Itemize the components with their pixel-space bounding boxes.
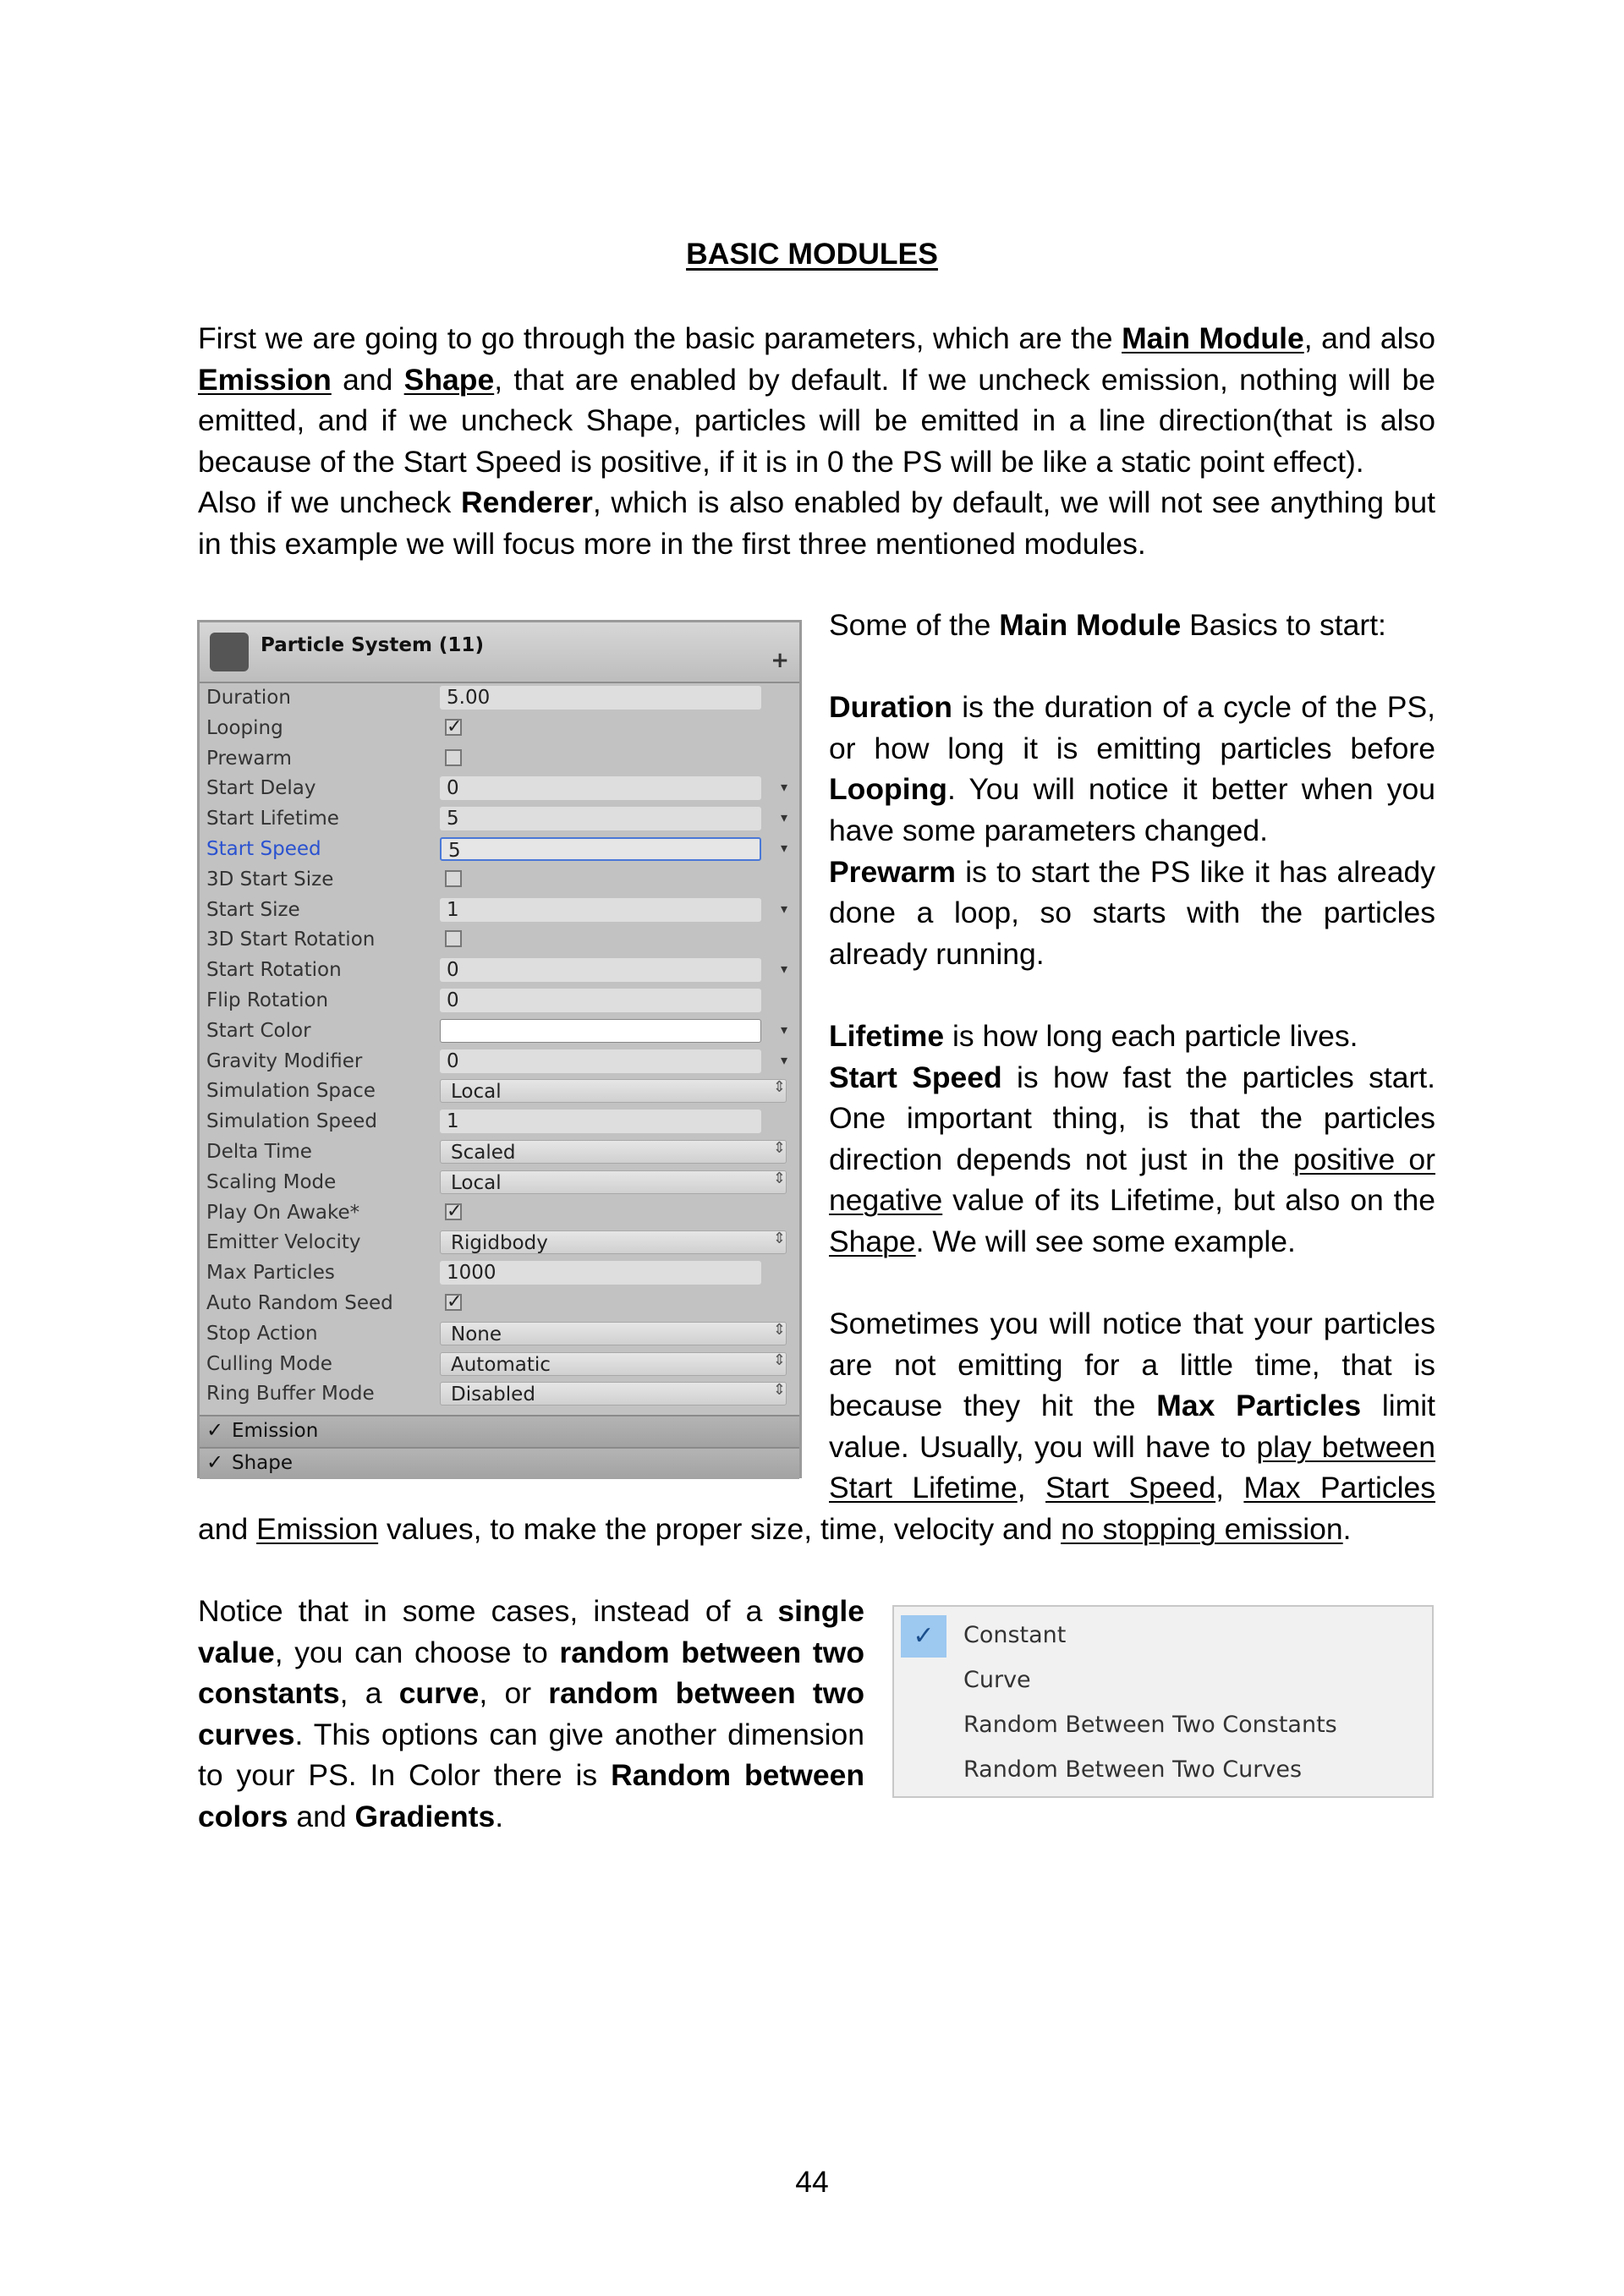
property-checkbox[interactable]: ✓ (447, 715, 463, 737)
inspector-row (200, 835, 799, 865)
property-label: Duration (206, 687, 291, 709)
property-value: 1 (447, 1110, 459, 1133)
color-field[interactable] (440, 1019, 761, 1043)
property-label: Prewarm (206, 747, 292, 770)
text-line: because they hit the Max Particles limit (829, 1389, 1435, 1423)
inspector-row (200, 1016, 799, 1047)
property-label: Start Delay (206, 777, 316, 800)
updown-arrow-icon: ⇕ (772, 1320, 786, 1339)
property-field[interactable] (440, 807, 761, 830)
value-mode-menu (892, 1605, 1434, 1798)
property-value: Rigidbody (451, 1232, 548, 1255)
main-module-description (829, 605, 1435, 1509)
intro-line: emitted, and if we uncheck Shape, particles will be emitted in a line direction(that is also (198, 403, 1435, 438)
inspector-row (200, 925, 799, 956)
updown-arrow-icon: ⇕ (772, 1351, 786, 1369)
curve-mode-arrow-icon[interactable]: ▾ (780, 961, 787, 978)
property-label: Culling Mode (206, 1352, 332, 1375)
property-value: Automatic (451, 1353, 551, 1376)
intro-paragraph (198, 318, 1435, 565)
blank-line (829, 646, 1435, 688)
property-label: 3D Start Rotation (206, 929, 376, 951)
inspector-row (200, 956, 799, 986)
text-line: have some parameters changed. (829, 813, 1268, 847)
inspector-row (200, 744, 799, 775)
curve-mode-arrow-icon[interactable]: ▾ (780, 1051, 787, 1068)
intro-line: in this example we will focus more in the first three mentioned modules. (198, 526, 1146, 561)
inspector-row (200, 1047, 799, 1077)
property-value: 5 (447, 808, 459, 830)
property-dropdown[interactable] (440, 1079, 787, 1103)
inspector-row (200, 1137, 799, 1168)
module-name: Emission (232, 1420, 319, 1443)
module-header-emission[interactable] (200, 1415, 799, 1447)
property-value: Disabled (451, 1384, 535, 1406)
add-icon[interactable]: + (771, 648, 789, 673)
curve-mode-arrow-icon[interactable]: ▾ (780, 900, 787, 917)
updown-arrow-icon: ⇕ (772, 1230, 786, 1248)
intro-line: Also if we uncheck Renderer, which is also enabled by default, we will not see anything but (198, 485, 1435, 520)
property-dropdown[interactable] (440, 1230, 787, 1254)
property-label: Scaling Mode (206, 1170, 337, 1193)
full-width-line (198, 1509, 1435, 1550)
inspector-row (200, 986, 799, 1016)
property-label: Gravity Modifier (206, 1049, 363, 1072)
text-line: already running. (829, 936, 1045, 971)
updown-arrow-icon: ⇕ (772, 1078, 786, 1097)
property-value: Local (451, 1171, 502, 1194)
text-line: value, you can choose to random between two (198, 1635, 864, 1669)
curve-mode-arrow-icon[interactable]: ▾ (780, 809, 787, 826)
property-label: 3D Start Size (206, 868, 334, 890)
intro-line: Emission and Shape, that are enabled by default. If we uncheck emission, nothing will be (198, 362, 1435, 397)
section-title: BASIC MODULES (686, 237, 938, 271)
inspector-row (200, 1289, 799, 1319)
property-dropdown[interactable] (440, 1170, 787, 1194)
property-checkbox[interactable] (445, 930, 462, 947)
text-line: direction depends not just in the positive or (829, 1142, 1435, 1176)
inspector-row (200, 804, 799, 835)
property-dropdown[interactable] (440, 1352, 787, 1376)
property-field[interactable] (440, 958, 761, 982)
updown-arrow-icon: ⇕ (772, 1169, 786, 1187)
inspector-row (200, 865, 799, 896)
property-label: Looping (206, 716, 283, 739)
text-line: are not emitting for a little time, that is (829, 1347, 1435, 1382)
text-line: Duration is the duration of a cycle of the PS, (829, 690, 1435, 725)
property-checkbox[interactable] (445, 749, 462, 766)
text-line: done a loop, so starts with the particles (829, 896, 1435, 930)
text-line: constants, a curve, or random between two (198, 1676, 865, 1711)
property-label: Stop Action (206, 1322, 318, 1345)
property-value: None (451, 1323, 502, 1345)
inspector-row (200, 1379, 799, 1410)
inspector-row (200, 1350, 799, 1380)
inspector-row (200, 1258, 799, 1289)
text-line: or how long it is emitting particles before (829, 731, 1435, 765)
property-value: 0 (447, 1049, 459, 1072)
page-number: 44 (795, 2165, 829, 2199)
property-label: Flip Rotation (206, 989, 329, 1011)
text-line: Start Lifetime, Start Speed, Max Particles (829, 1471, 1435, 1505)
inspector-row (200, 1168, 799, 1198)
property-field[interactable] (440, 1110, 761, 1133)
property-label: Start Rotation (206, 959, 342, 982)
inspector-row (200, 714, 799, 744)
property-label: Delta Time (206, 1141, 312, 1163)
text-line: Notice that in some cases, instead of a single (198, 1594, 864, 1628)
text-line: to your PS. In Color there is Random between (198, 1758, 864, 1793)
text-line: Prewarm is to start the PS like it has already (829, 854, 1435, 889)
property-label: Play On Awake* (206, 1201, 360, 1224)
property-field[interactable] (440, 1049, 761, 1073)
menu-item-curve[interactable]: Curve (963, 1667, 1031, 1693)
text-line: Shape. We will see some example. (829, 1224, 1296, 1258)
text-line: curves. This options can give another dimension (198, 1717, 864, 1751)
property-label: Simulation Speed (206, 1110, 377, 1133)
inspector-row (200, 896, 799, 926)
text-line: value. Usually, you will have to play between (829, 1429, 1435, 1464)
property-value: Scaled (451, 1142, 516, 1164)
property-field[interactable] (440, 776, 761, 800)
text-line: Some of the Main Module Basics to start: (829, 608, 1386, 642)
inspector-title: Particle System (11) (261, 634, 484, 656)
updown-arrow-icon: ⇕ (772, 1139, 786, 1157)
menu-item-random-curves[interactable]: Random Between Two Curves (963, 1756, 1303, 1783)
property-dropdown[interactable] (440, 1140, 787, 1164)
checkmark-icon: ✓ (901, 1615, 946, 1658)
property-value: 0 (447, 777, 459, 800)
property-field[interactable] (440, 837, 761, 861)
property-dropdown[interactable] (440, 1322, 787, 1345)
text-line: colors and Gradients. (198, 1799, 504, 1833)
blank-line (829, 974, 1435, 1016)
property-field[interactable] (440, 989, 761, 1012)
text-line: Start Speed is how fast the particles start. (829, 1060, 1436, 1094)
module-header-shape[interactable] (200, 1447, 799, 1479)
intro-line: First we are going to go through the basic parameters, which are the Main Module, and also (198, 321, 1435, 355)
menu-item-random-constants[interactable]: Random Between Two Constants (963, 1712, 1337, 1738)
property-label: Start Color (206, 1019, 311, 1042)
curve-mode-arrow-icon[interactable]: ▾ (780, 779, 787, 796)
module-name: Shape (232, 1452, 294, 1475)
text-line: Lifetime is how long each particle lives. (829, 1018, 1358, 1053)
property-field[interactable] (440, 1261, 761, 1285)
property-field[interactable] (440, 898, 761, 922)
intro-line: because of the Start Speed is positive, if it is in 0 the PS will be like a static point effect). (198, 444, 1364, 479)
property-value: 5 (448, 840, 461, 862)
property-label: Max Particles (206, 1262, 335, 1285)
inspector-row (200, 1077, 799, 1107)
property-value: 1000 (447, 1262, 497, 1285)
module-check-icon[interactable]: ✓ (206, 1418, 224, 1443)
curve-mode-arrow-icon[interactable]: ▾ (780, 1021, 787, 1038)
property-label: Start Size (206, 898, 300, 921)
menu-item-constant[interactable]: Constant (963, 1622, 1067, 1648)
blank-line (829, 1263, 1435, 1304)
inspector-row (200, 774, 799, 804)
module-check-icon[interactable]: ✓ (206, 1450, 224, 1475)
notice-paragraph (198, 1591, 864, 1838)
property-label: Start Speed (206, 838, 321, 860)
property-checkbox[interactable]: ✓ (447, 1200, 463, 1222)
property-checkbox[interactable]: ✓ (447, 1291, 463, 1312)
inspector-row (200, 1319, 799, 1350)
inspector-row (200, 1228, 799, 1258)
text-line: Sometimes you will notice that your particles (829, 1307, 1435, 1341)
curve-mode-arrow-icon[interactable]: ▾ (780, 840, 787, 856)
property-value: 0 (447, 959, 459, 982)
property-label: Start Lifetime (206, 808, 339, 830)
property-label: Simulation Space (206, 1080, 376, 1103)
text-line: and Emission values, to make the proper size, time, velocity and no stopping emission. (198, 1512, 1352, 1546)
inspector-header (200, 622, 799, 683)
property-value: 0 (447, 989, 459, 1011)
property-value: 1 (447, 898, 459, 921)
inspector-row (200, 683, 799, 714)
property-label: Auto Random Seed (206, 1292, 393, 1314)
inspector-row (200, 1107, 799, 1137)
text-line: One important thing, is that the particles (829, 1101, 1435, 1136)
property-label: Emitter Velocity (206, 1231, 361, 1254)
property-value: Local (451, 1081, 502, 1104)
property-value: 5.00 (447, 687, 491, 709)
particle-system-icon (210, 633, 249, 671)
property-dropdown[interactable] (440, 1382, 787, 1406)
property-label: Ring Buffer Mode (206, 1383, 375, 1406)
property-field[interactable] (440, 686, 761, 710)
text-line: negative value of its Lifetime, but also on the (829, 1183, 1435, 1218)
property-checkbox[interactable] (445, 870, 462, 887)
text-line: Looping. You will notice it better when you (829, 772, 1435, 807)
updown-arrow-icon: ⇕ (772, 1381, 786, 1400)
inspector-row (200, 1198, 799, 1229)
particle-system-inspector (197, 620, 802, 1478)
